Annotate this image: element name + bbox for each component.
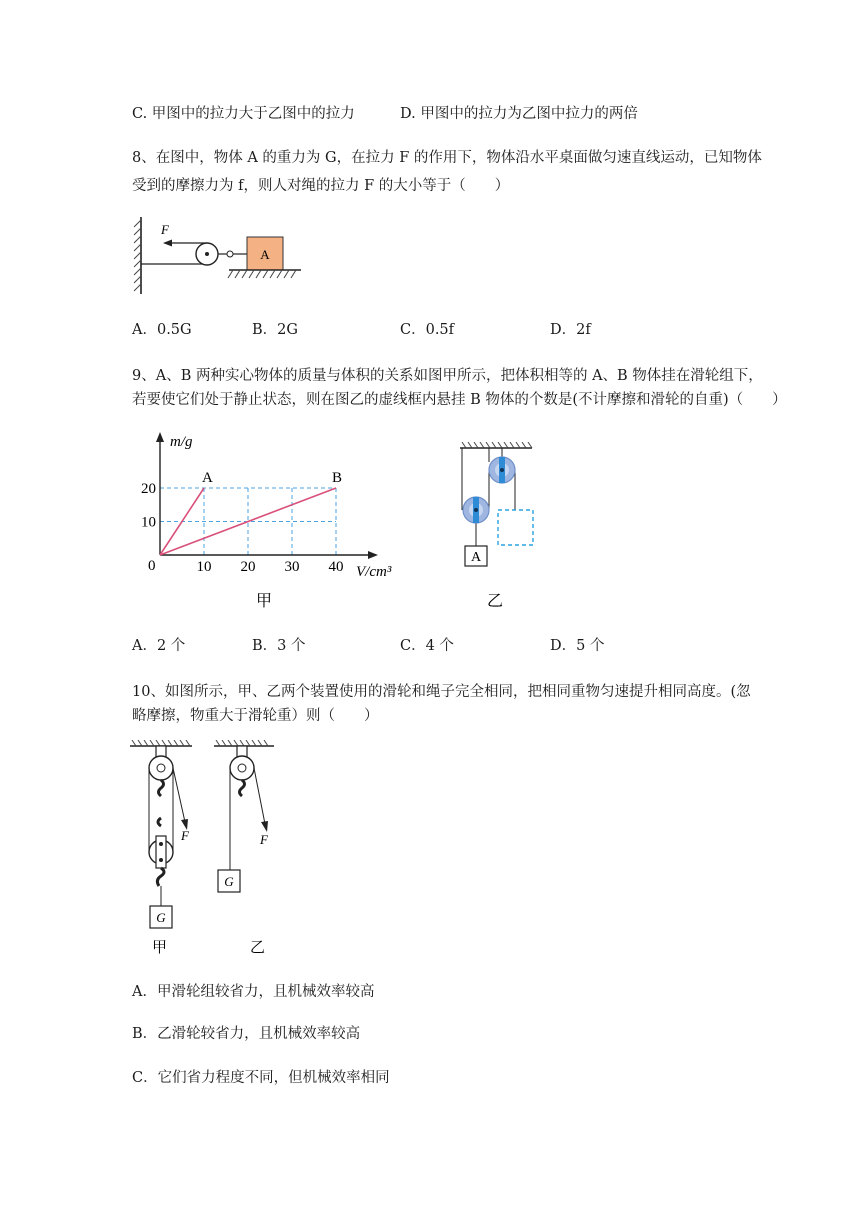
q10-option-c: C．它们省力程度不同，但机械效率相同 xyxy=(132,1070,390,1086)
left-caption: 甲 xyxy=(152,940,168,956)
force-label: F xyxy=(161,222,169,237)
x-tick-label: 40 xyxy=(328,559,344,575)
q9-option-c: C．4 个 xyxy=(400,638,454,654)
q10-stem-line1: 10、如图所示，甲、乙两个装置使用的滑轮和绳子完全相同，把相同重物匀速提升相同高度。(忽 xyxy=(132,684,751,700)
q7-option-c: C. 甲图中的拉力大于乙图中的拉力 xyxy=(132,106,355,122)
q7-option-d: D. 甲图中的拉力为乙图中拉力的两倍 xyxy=(400,106,638,122)
q10-option-a: A．甲滑轮组较省力，且机械效率较高 xyxy=(132,984,375,1000)
q8-stem-line2: 受到的摩擦力为 f，则人对绳的拉力 F 的大小等于（ ） xyxy=(132,178,510,194)
q8-option-b: B．2G xyxy=(252,322,298,338)
right-weight-label: G xyxy=(224,874,234,889)
graph-caption: 甲 xyxy=(256,593,273,610)
q8-figure xyxy=(125,212,310,298)
origin-label: 0 xyxy=(148,558,156,574)
right-force-label: F xyxy=(260,832,268,847)
line-a-label: A xyxy=(202,470,213,486)
q8-option-d: D．2f xyxy=(550,322,591,338)
x-axis-label: V/cm³ xyxy=(356,564,392,580)
q8-option-c: C．0.5f xyxy=(400,322,455,338)
x-tick-label: 20 xyxy=(240,559,256,575)
y-axis-label: m/g xyxy=(170,434,193,450)
q10-option-b: B．乙滑轮较省力，且机械效率较高 xyxy=(132,1026,361,1042)
line-b-label: B xyxy=(332,470,343,486)
q8-stem-line1: 8、在图中，物体 A 的重力为 G，在拉力 F 的作用下，物体沿水平桌面做匀速直线运动，已知物体 xyxy=(132,150,762,166)
right-fixed-pulley xyxy=(230,756,254,780)
block-label: A xyxy=(260,247,270,262)
q8-option-a: A．0.5G xyxy=(132,322,192,338)
left-force-label: F xyxy=(181,828,189,843)
left-fixed-pulley xyxy=(149,756,173,780)
q10-stem-line2: 略摩擦，物重大于滑轮重）则（ ） xyxy=(132,708,379,724)
q10-figure xyxy=(128,740,288,960)
y-tick-label: 10 xyxy=(141,514,156,531)
q9-option-a: A．2 个 xyxy=(132,638,186,654)
pulley-system-figure xyxy=(452,442,542,614)
mass-volume-graph xyxy=(140,428,400,618)
q9-option-b: B．3 个 xyxy=(252,638,306,654)
left-weight-label: G xyxy=(156,910,166,925)
right-caption: 乙 xyxy=(250,940,266,956)
box-a-label: A xyxy=(470,550,482,565)
y-tick-label: 20 xyxy=(141,481,156,497)
x-tick-label: 30 xyxy=(284,559,300,575)
q9-stem-line1: 9、A、B 两种实心物体的质量与体积的关系如图甲所示，把体积相等的 A、B 物体挂在滑轮组下， xyxy=(132,368,763,384)
q9-stem-line2: 若要使它们处于静止状态，则在图乙的虚线框内悬挂 B 物体的个数是(不计摩擦和滑轮的自重)（ ） xyxy=(132,392,787,408)
pulley-caption: 乙 xyxy=(487,593,504,610)
dashed-box xyxy=(498,510,533,545)
q9-option-d: D．5 个 xyxy=(550,638,605,654)
x-tick-label: 10 xyxy=(196,559,212,575)
